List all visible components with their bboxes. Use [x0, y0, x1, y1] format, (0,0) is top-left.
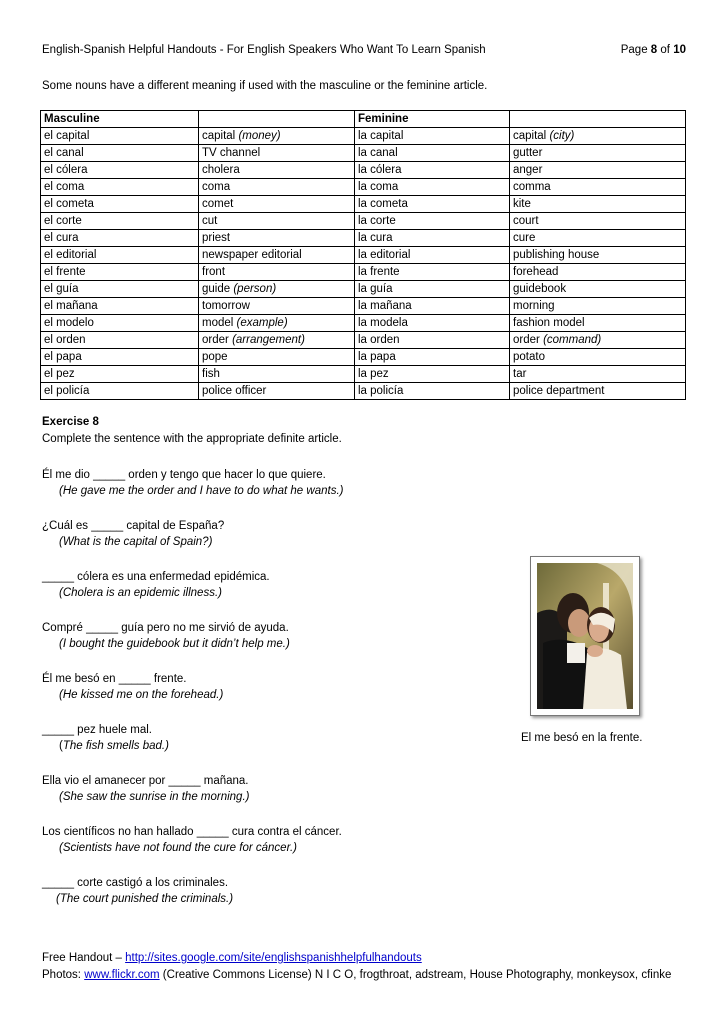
feminine-word-text: la coma [358, 181, 399, 193]
feminine-meaning-text: cure [513, 232, 536, 244]
exercise-translation [59, 483, 343, 499]
table-row [41, 230, 686, 247]
feminine-meaning [510, 145, 686, 162]
masculine-word-text: el editorial [44, 249, 97, 261]
flickr-link[interactable]: www.flickr.com [84, 969, 160, 981]
feminine-meaning-note: (city) [549, 130, 575, 142]
masculine-meaning-note: (person) [233, 283, 277, 295]
feminine-meaning-text: morning [513, 300, 555, 312]
translation-text: (She saw the sunrise in the morning.) [59, 791, 250, 803]
masculine-word-text: el cura [44, 232, 79, 244]
masculine-word [41, 298, 199, 315]
feminine-word [355, 145, 510, 162]
masculine-word [41, 179, 199, 196]
feminine-meaning-text: tar [513, 368, 527, 380]
footer-photos-line: Photos: www.flickr.com (Creative Commons License) N I C O, frogthroat, adstream, House Photography, monkeysox, cfinke [42, 969, 672, 981]
masculine-word [41, 230, 199, 247]
masculine-word-text: el papa [44, 351, 82, 363]
exercise-sentence: Él me dio _____ orden y tengo que hacer lo que quiere. [42, 469, 326, 481]
masculine-word-text: el frente [44, 266, 86, 278]
exercise-item [42, 773, 249, 805]
masculine-meaning-text: comet [202, 198, 234, 210]
translation-text: (He kissed me on the forehead.) [59, 689, 224, 701]
table-row [41, 383, 686, 400]
exercise-sentence: _____ cólera es una enfermedad epidémica. [42, 571, 270, 583]
masculine-meaning-text: order [202, 334, 229, 346]
feminine-word [355, 349, 510, 366]
feminine-meaning [510, 179, 686, 196]
exercise-translation [59, 636, 290, 652]
masculine-meaning [199, 264, 355, 281]
translation-open-paren: ( [59, 740, 63, 752]
feminine-meaning-text: gutter [513, 147, 543, 159]
column-header-masculine: Masculine [41, 111, 199, 128]
exercise-item [42, 722, 169, 754]
exercise-translation [59, 687, 223, 703]
masculine-meaning-text: guide [202, 283, 231, 295]
feminine-meaning-text: kite [513, 198, 531, 210]
feminine-meaning-text: forehead [513, 266, 559, 278]
masculine-word-text: el corte [44, 215, 82, 227]
feminine-word [355, 281, 510, 298]
masculine-word [41, 128, 199, 145]
feminine-word-text: la cura [358, 232, 393, 244]
feminine-word-text: la frente [358, 266, 400, 278]
feminine-meaning [510, 230, 686, 247]
table-row [41, 145, 686, 162]
translation-text: (I bought the guidebook but it didn’t help me.) [59, 638, 290, 650]
exercise-sentence: _____ pez huele mal. [42, 724, 152, 736]
masculine-meaning [199, 366, 355, 383]
page-header [42, 44, 686, 60]
masculine-meaning-text: police officer [202, 385, 267, 397]
feminine-word-text: la policía [358, 385, 404, 397]
translation-text: (The court punished the criminals.) [56, 893, 234, 905]
masculine-word-text: el pez [44, 368, 75, 380]
feminine-meaning-text: order [513, 334, 540, 346]
masculine-word [41, 281, 199, 298]
masculine-meaning-note: (money) [238, 130, 281, 142]
feminine-meaning [510, 162, 686, 179]
feminine-meaning [510, 332, 686, 349]
masculine-meaning-text: tomorrow [202, 300, 250, 312]
column-header-masculine-meaning [199, 111, 355, 128]
masculine-word-text: el modelo [44, 317, 94, 329]
column-header-feminine-meaning [510, 111, 686, 128]
masculine-word-text: el orden [44, 334, 86, 346]
masculine-word [41, 349, 199, 366]
masculine-meaning-text: front [202, 266, 226, 278]
masculine-word [41, 162, 199, 179]
couple-kiss-image [537, 563, 633, 709]
masculine-meaning [199, 128, 355, 145]
feminine-word [355, 128, 510, 145]
masculine-meaning-text: priest [202, 232, 231, 244]
masculine-word-text: el canal [44, 147, 84, 159]
feminine-word-text: la orden [358, 334, 400, 346]
feminine-meaning [510, 247, 686, 264]
feminine-word [355, 247, 510, 264]
masculine-meaning-note: (arrangement) [232, 334, 305, 346]
column-header-feminine: Feminine [355, 111, 510, 128]
masculine-word-text: el coma [44, 181, 85, 193]
masculine-word [41, 366, 199, 383]
intro-text: Some nouns have a different meaning if used with the masculine or the feminine article. [42, 80, 488, 92]
table-row [41, 179, 686, 196]
masculine-meaning [199, 315, 355, 332]
masculine-meaning-text: cholera [202, 164, 240, 176]
translation-text: (Scientists have not found the cure for cáncer.) [59, 842, 298, 854]
feminine-word-text: la capital [358, 130, 404, 142]
table-row [41, 298, 686, 315]
feminine-meaning-text: guidebook [513, 283, 567, 295]
masculine-word [41, 332, 199, 349]
exercise-sentence: ¿Cuál es _____ capital de España? [42, 520, 225, 532]
feminine-meaning-note: (command) [543, 334, 602, 346]
masculine-word-text: el mañana [44, 300, 98, 312]
exercise-item [42, 824, 342, 856]
masculine-meaning [199, 145, 355, 162]
exercise-item [42, 875, 233, 907]
masculine-meaning [199, 162, 355, 179]
feminine-meaning [510, 315, 686, 332]
masculine-meaning [199, 179, 355, 196]
exercise-translation [59, 585, 270, 601]
masculine-meaning-text: fish [202, 368, 220, 380]
feminine-word [355, 264, 510, 281]
table-row [41, 128, 686, 145]
feminine-word [355, 315, 510, 332]
exercise-item [42, 467, 343, 499]
document-title: English-Spanish Helpful Handouts - For English Speakers Who Want To Learn Spanish [42, 44, 486, 56]
exercise-translation [59, 534, 224, 550]
masculine-meaning-text: TV channel [202, 147, 261, 159]
exercise-item [42, 518, 224, 550]
masculine-word [41, 213, 199, 230]
table-row [41, 281, 686, 298]
table-row [41, 332, 686, 349]
exercise-sentence: Él me besó en _____ frente. [42, 673, 187, 685]
feminine-word [355, 179, 510, 196]
feminine-word-text: la papa [358, 351, 396, 363]
exercise-sentence: Los científicos no han hallado _____ cura contra el cáncer. [42, 826, 342, 838]
masculine-word-text: el policía [44, 385, 90, 397]
exercise-instruction: Complete the sentence with the appropriate definite article. [42, 433, 342, 445]
feminine-word [355, 383, 510, 400]
exercise-item [42, 620, 290, 652]
feminine-word [355, 162, 510, 179]
translation-text: The fish smells bad.) [62, 740, 169, 752]
exercise-sentence: Compré _____ guía pero no me sirvió de ayuda. [42, 622, 289, 634]
feminine-word-text: la cólera [358, 164, 402, 176]
feminine-meaning-text: fashion model [513, 317, 585, 329]
feminine-word-text: la pez [358, 368, 389, 380]
feminine-word [355, 298, 510, 315]
feminine-meaning [510, 281, 686, 298]
masculine-meaning [199, 281, 355, 298]
feminine-meaning [510, 383, 686, 400]
feminine-meaning [510, 264, 686, 281]
feminine-word [355, 213, 510, 230]
feminine-meaning [510, 196, 686, 213]
table-row [41, 315, 686, 332]
masculine-meaning [199, 383, 355, 400]
feminine-meaning-text: potato [513, 351, 545, 363]
masculine-word [41, 383, 199, 400]
exercise-sentence: Ella vio el amanecer por _____ mañana. [42, 775, 249, 787]
couple-kiss-photo [530, 556, 640, 716]
feminine-word-text: la corte [358, 215, 396, 227]
exercise-translation [59, 840, 342, 856]
feminine-word-text: la mañana [358, 300, 412, 312]
translation-text: (What is the capital of Spain?) [59, 536, 213, 548]
masculine-word [41, 264, 199, 281]
feminine-word [355, 196, 510, 213]
exercise-item [42, 569, 270, 601]
exercise-sentence: _____ corte castigó a los criminales. [42, 877, 229, 889]
exercise-translation [59, 789, 249, 805]
vocabulary-table [40, 110, 686, 400]
feminine-meaning [510, 128, 686, 145]
masculine-meaning-note: (example) [236, 317, 288, 329]
feminine-word [355, 332, 510, 349]
footer-handout-line: Free Handout – http://sites.google.com/site/englishspanishhelpfulhandouts [42, 952, 422, 964]
feminine-meaning-text: comma [513, 181, 551, 193]
feminine-word [355, 366, 510, 383]
table-row [41, 264, 686, 281]
feminine-meaning-text: court [513, 215, 539, 227]
feminine-word [355, 230, 510, 247]
masculine-meaning-text: coma [202, 181, 231, 193]
table-row [41, 349, 686, 366]
masculine-meaning-text: newspaper editorial [202, 249, 302, 261]
masculine-meaning-text: model [202, 317, 234, 329]
feminine-word-text: la guía [358, 283, 393, 295]
masculine-meaning-text: capital [202, 130, 236, 142]
table-row [41, 247, 686, 264]
table-row [41, 213, 686, 230]
feminine-word-text: la editorial [358, 249, 411, 261]
translation-text: (He gave me the order and I have to do what he wants.) [59, 485, 344, 497]
masculine-meaning [199, 332, 355, 349]
feminine-word-text: la cometa [358, 198, 408, 210]
exercise-item [42, 671, 223, 703]
handout-site-link[interactable]: http://sites.google.com/site/englishspanishhelpfulhandouts [125, 952, 422, 964]
masculine-word-text: el guía [44, 283, 79, 295]
masculine-meaning [199, 213, 355, 230]
table-header-row [41, 111, 686, 128]
feminine-meaning [510, 213, 686, 230]
masculine-word [41, 145, 199, 162]
feminine-word-text: la modela [358, 317, 408, 329]
exercise-translation [59, 738, 169, 754]
table-row [41, 162, 686, 179]
masculine-meaning [199, 298, 355, 315]
table-row [41, 366, 686, 383]
masculine-word [41, 315, 199, 332]
translation-text: (Cholera is an epidemic illness.) [59, 587, 222, 599]
feminine-meaning [510, 298, 686, 315]
masculine-word-text: el cometa [44, 198, 94, 210]
masculine-word [41, 196, 199, 213]
feminine-meaning-text: capital [513, 130, 547, 142]
exercise-translation [56, 891, 233, 907]
feminine-meaning-text: publishing house [513, 249, 600, 261]
feminine-word-text: la canal [358, 147, 398, 159]
masculine-meaning [199, 349, 355, 366]
feminine-meaning-text: anger [513, 164, 543, 176]
masculine-meaning [199, 196, 355, 213]
feminine-meaning [510, 366, 686, 383]
photo-caption: El me besó en la frente. [521, 732, 643, 744]
page-number: Page 8 of 10 [620, 44, 686, 56]
masculine-meaning [199, 247, 355, 264]
table-row [41, 196, 686, 213]
masculine-meaning [199, 230, 355, 247]
masculine-word-text: el capital [44, 130, 90, 142]
feminine-meaning [510, 349, 686, 366]
masculine-meaning-text: cut [202, 215, 218, 227]
feminine-meaning-text: police department [513, 385, 605, 397]
masculine-word [41, 247, 199, 264]
masculine-word-text: el cólera [44, 164, 88, 176]
masculine-meaning-text: pope [202, 351, 228, 363]
exercise-title: Exercise 8 [42, 416, 99, 428]
